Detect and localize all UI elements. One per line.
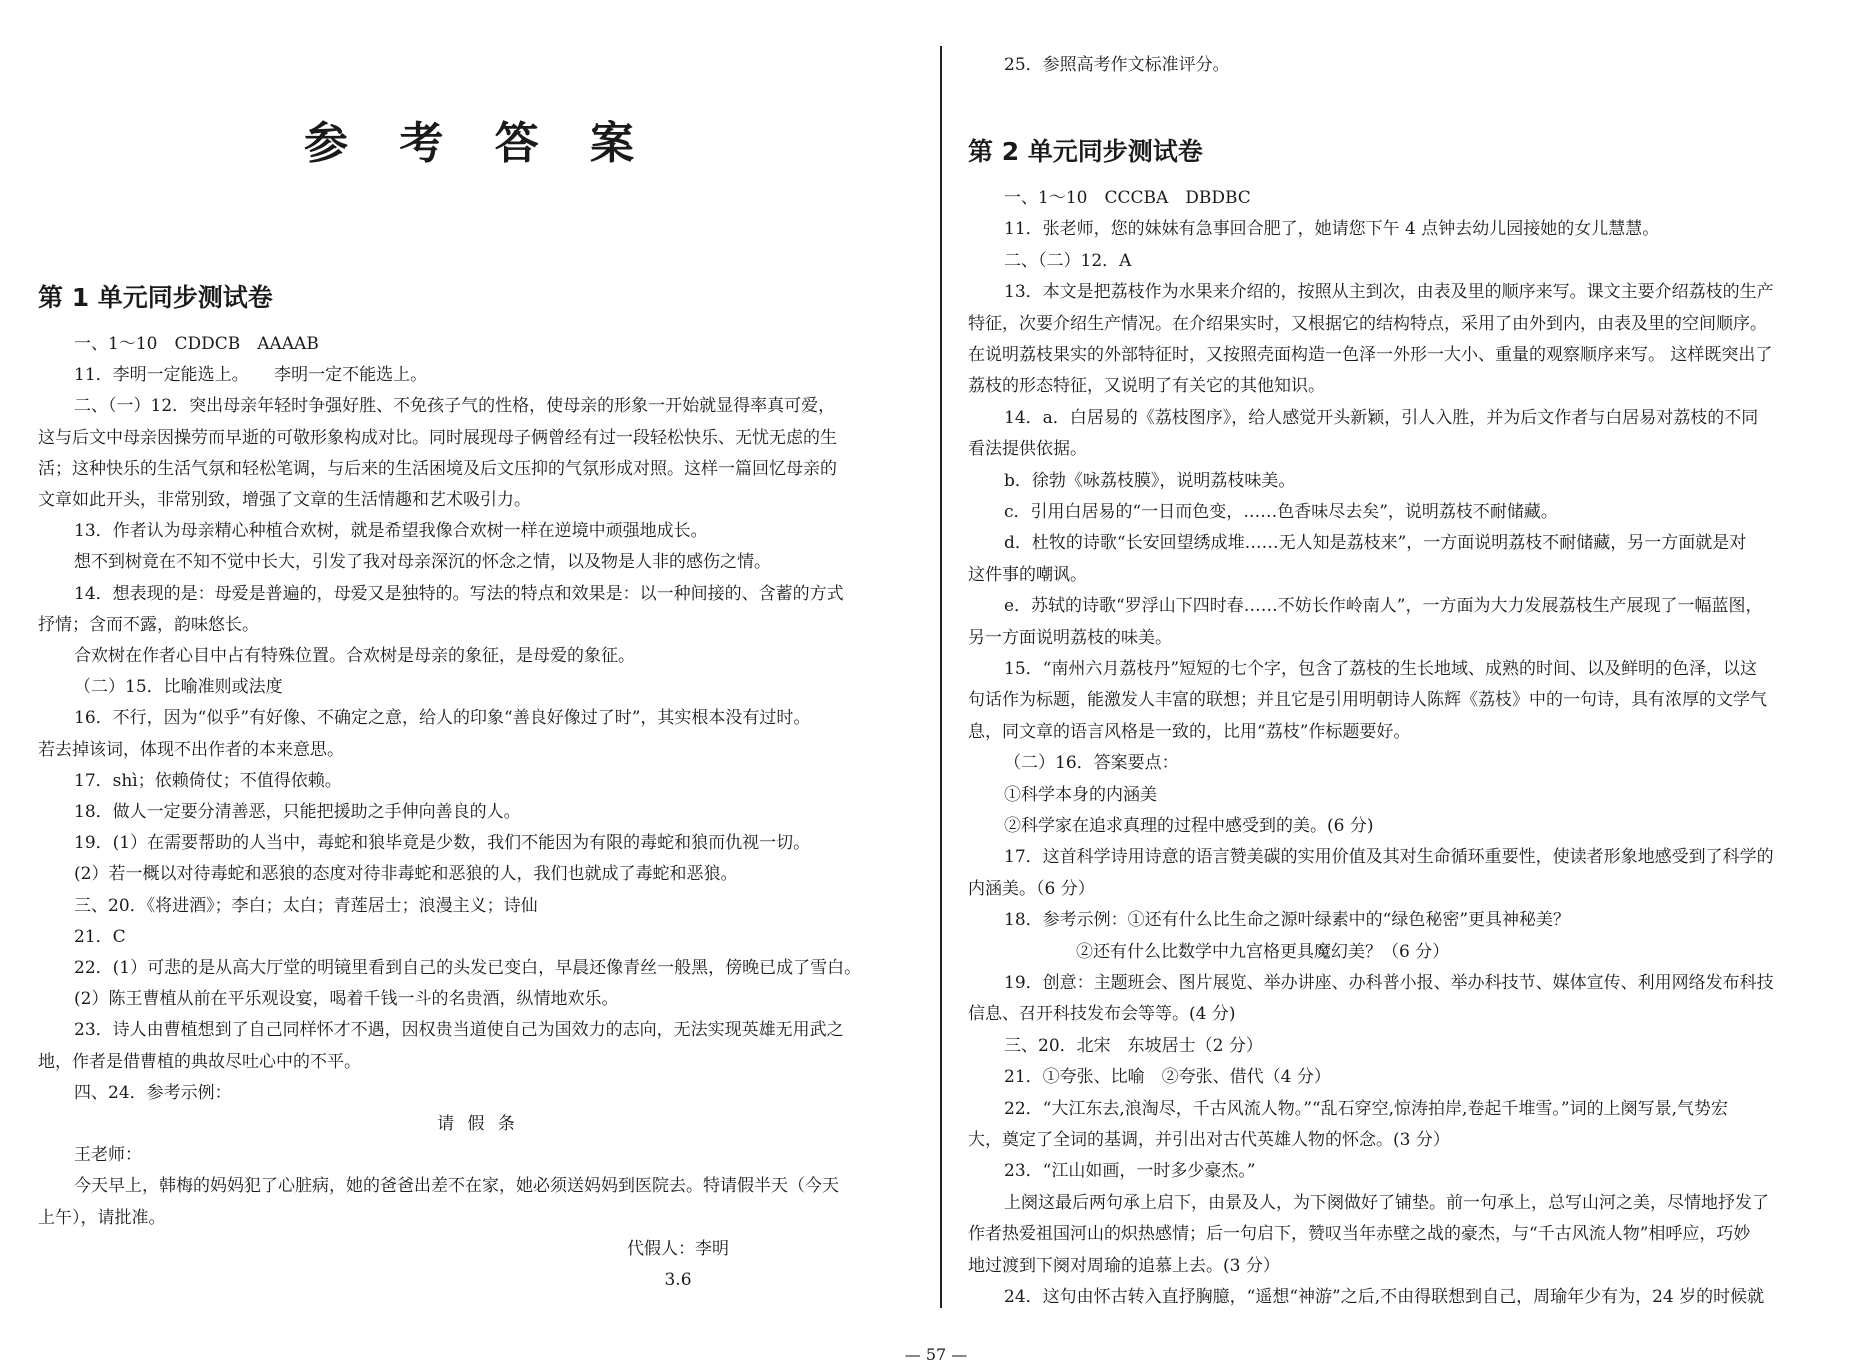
text-line: 特征，次要介绍生产情况。在介绍果实时，又根据它的结构特点，采用了由外到内，由表及里的空间顺序。 (968, 313, 1767, 334)
text-line: 想不到树竟在不知不觉中长大，引发了我对母亲深沉的怀念之情，以及物是人非的感伤之情。 (74, 552, 771, 573)
text-line: e．苏轼的诗歌“罗浮山下四时春……不妨长作岭南人”，一方面为大力发展荔枝生产展现了一幅蓝图， (1004, 596, 1763, 617)
text-line: 四、24．参考示例： (74, 1082, 232, 1103)
text-line: 这与后文中母亲因操劳而早逝的可敬形象构成对比。同时展现母子俩曾经有过一段轻松快乐、无忧无虑的生 (38, 427, 837, 448)
text-line: 另一方面说明荔枝的味美。 (968, 627, 1172, 648)
text-line: ②还有什么比数学中九宫格更具魔幻美？（6 分） (1076, 941, 1450, 962)
text-line: 14．a．白居易的《荔枝图序》，给人感觉开头新颖，引人入胜，并为后文作者与白居易对荔枝的不同 (1004, 407, 1759, 428)
text-line: 活；这种快乐的生活气氛和轻松笔调，与后来的生活困境及后文压抑的气氛形成对照。这样一篇回忆母亲的 (38, 458, 837, 479)
text-line: 看法提供依据。 (968, 439, 1087, 460)
text-line: c．引用白居易的“一日而色变，……色香味尽去矣”，说明荔枝不耐储藏。 (1004, 502, 1558, 522)
text-line: 一、1～10 CDDCB AAAAB (74, 334, 319, 354)
text-line: ①科学本身的内涵美 (1004, 784, 1157, 805)
text-line: 23．“江山如画，一时多少豪杰。” (1004, 1161, 1256, 1182)
text-line: 二、（一）12．突出母亲年轻时争强好胜、不免孩子气的性格，使母亲的形象一开始就显得率真可爱， (74, 396, 836, 417)
text-line: 这件事的嘲讽。 (968, 564, 1087, 585)
text-line: 13．作者认为母亲精心种植合欢树，就是希望我像合欢树一样在逆境中顽强地成长。 (74, 521, 708, 542)
text-line: 合欢树在作者心目中占有特殊位置。合欢树是母亲的象征，是母爱的象征。 (74, 646, 635, 666)
text-line: 地，作者是借曹植的典故尽吐心中的不平。 (38, 1051, 361, 1072)
text-line: 息，同文章的语言风格是一致的，比用“荔枝”作标题要好。 (968, 721, 1411, 742)
text-line: (2）若一概以对待毒蛇和恶狼的态度对待非毒蛇和恶狼的人，我们也就成了毒蛇和恶狼。 (74, 864, 738, 885)
text-line: (2）陈王曹植从前在平乐观设宴，喝着千钱一斗的名贵酒，纵情地欢乐。 (74, 989, 619, 1010)
section-title-unit-2: 第 2 单元同步测试卷 (968, 137, 1203, 166)
text-line: 抒情；含而不露，韵味悠长。 (38, 614, 259, 635)
text-line: 三、20．《将进酒》；李白；太白；青莲居士；浪漫主义；诗仙 (74, 895, 538, 916)
text-line: 3.6 (664, 1270, 692, 1290)
section-title-unit-1: 第 1 单元同步测试卷 (38, 283, 273, 312)
text-line: 今天早上，韩梅的妈妈犯了心脏病，她的爸爸出差不在家，她必须送妈妈到医院去。特请假半天（今天 (74, 1176, 839, 1197)
text-line: 上阕这最后两句承上启下，由景及人，为下阕做好了铺垫。前一句承上，总写山河之美，尽情地抒发了 (1004, 1192, 1769, 1213)
text-line: b．徐勃《咏荔枝膜》，说明荔枝味美。 (1004, 470, 1296, 491)
text-line: 15．“南州六月荔枝丹”短短的七个字，包含了荔枝的生长地域、成熟的时间、以及鲜明的色泽，以这 (1004, 659, 1758, 679)
text-line: 一、1～10 CCCBA DBDBC (1004, 188, 1251, 208)
text-line: 句话作为标题，能激发人丰富的联想；并且它是引用明朝诗人陈辉《荔枝》中的一句诗，具有浓厚的文学气 (968, 690, 1767, 711)
text-line: 23．诗人由曹植想到了自己同样怀才不遇，因权贵当道使自己为国效力的志向，无法实现英雄无用武之 (74, 1020, 844, 1041)
text-line: 18．做人一定要分清善恶，只能把援助之手伸向善良的人。 (74, 802, 521, 822)
text-line: 上午），请批准。 (38, 1207, 166, 1228)
page-title: 参 考 答 案 (304, 118, 652, 169)
page-number: — 57 — (904, 1345, 968, 1364)
text-line: 22．“大江东去,浪淘尽，千古风流人物。”“乱石穿空,惊涛拍岸,卷起千堆雪。”词的上阕写景,气势宏 (1004, 1098, 1729, 1119)
text-line: 11．张老师，您的妹妹有急事回合肥了，她请您下午 4 点钟去幼儿园接她的女儿慧慧。 (1004, 219, 1660, 240)
text-line: 21．C (74, 926, 126, 947)
text-line: 王老师： (74, 1145, 142, 1166)
column-divider (940, 46, 942, 1308)
text-line: 14．想表现的是：母爱是普遍的，母爱又是独特的。写法的特点和效果是：以一种间接的、含蓄的方式 (74, 583, 844, 604)
text-line: 17．shì；依赖倚仗；不值得依赖。 (74, 770, 342, 791)
text-line: 代假人：李明 (627, 1238, 729, 1259)
text-line: 在说明荔枝果实的外部特征时，又按照壳面构造一色泽一外形一大小、重量的观察顺序来写。 这样既突出了 (968, 345, 1773, 365)
text-line: 文章如此开头，非常别致，增强了文章的生活情趣和艺术吸引力。 (38, 490, 531, 510)
text-line: 19．(1）在需要帮助的人当中，毒蛇和狼毕竟是少数，我们不能因为有限的毒蛇和狼而仇视一切。 (74, 833, 811, 854)
text-line: 17．这首科学诗用诗意的语言赞美碳的实用价值及其对生命循环重要性，使读者形象地感受到了科学的 (1004, 847, 1774, 868)
text-line: 16．不行，因为“似乎”有好像、不确定之意，给人的印象“善良好像过了时”，其实根本没有过时。 (74, 708, 811, 729)
text-line: 21．①夸张、比喻 ②夸张、借代（4 分） (1004, 1067, 1331, 1088)
text-line: ②科学家在追求真理的过程中感受到的美。(6 分) (1004, 816, 1374, 836)
text-line: 25．参照高考作文标准评分。 (1004, 55, 1230, 75)
text-line: 地过渡到下阕对周瑜的追慕上去。(3 分） (968, 1255, 1280, 1276)
text-line: 请 假 条 (437, 1114, 519, 1134)
text-line: 22．(1）可悲的是从高大厅堂的明镜里看到自己的头发已变白，早晨还像青丝一般黑，傍晚已成了雪白。 (74, 958, 862, 978)
text-line: 荔枝的形态特征，又说明了有关它的其他知识。 (968, 376, 1325, 397)
text-line: 13．本文是把荔枝作为水果来介绍的，按照从主到次，由表及里的顺序来写。课文主要介绍荔枝的生产 (1004, 282, 1774, 303)
text-line: 二、（二）12．A (1004, 250, 1132, 271)
text-line: 大，奠定了全词的基调，并引出对古代英雄人物的怀念。(3 分） (968, 1130, 1450, 1150)
text-line: 若去掉该词，体现不出作者的本来意思。 (38, 739, 344, 760)
text-line: 三、20．北宋 东坡居士（2 分） (1004, 1035, 1263, 1056)
text-line: （二）15．比喻准则或法度 (74, 677, 283, 698)
text-line: 18．参考示例：①还有什么比生命之源叶绿素中的“绿色秘密”更具神秘美？ (1004, 910, 1571, 931)
text-line: 内涵美。（6 分） (968, 878, 1095, 899)
text-line: d．杜牧的诗歌“长安回望绣成堆……无人知是荔枝来”，一方面说明荔枝不耐储藏，另一方面就是对 (1004, 533, 1747, 554)
text-line: 信息、召开科技发布会等等。(4 分) (968, 1004, 1236, 1025)
text-line: 作者热爱祖国河山的炽热感情；后一句启下，赞叹当年赤壁之战的豪杰，与“千古风流人物”相呼应，巧妙 (968, 1224, 1751, 1245)
text-line: 11．李明一定能选上。 李明一定不能选上。 (74, 365, 428, 386)
text-line: （二）16．答案要点： (1004, 753, 1179, 774)
text-line: 19．创意：主题班会、图片展览、举办讲座、办科普小报、举办科技节、媒体宣传、利用网络发布科技 (1004, 973, 1774, 993)
text-line: 24．这句由怀古转入直抒胸臆，“遥想“神游”之后,不由得联想到自己，周瑜年少有为，24 岁的时候就 (1004, 1287, 1765, 1307)
